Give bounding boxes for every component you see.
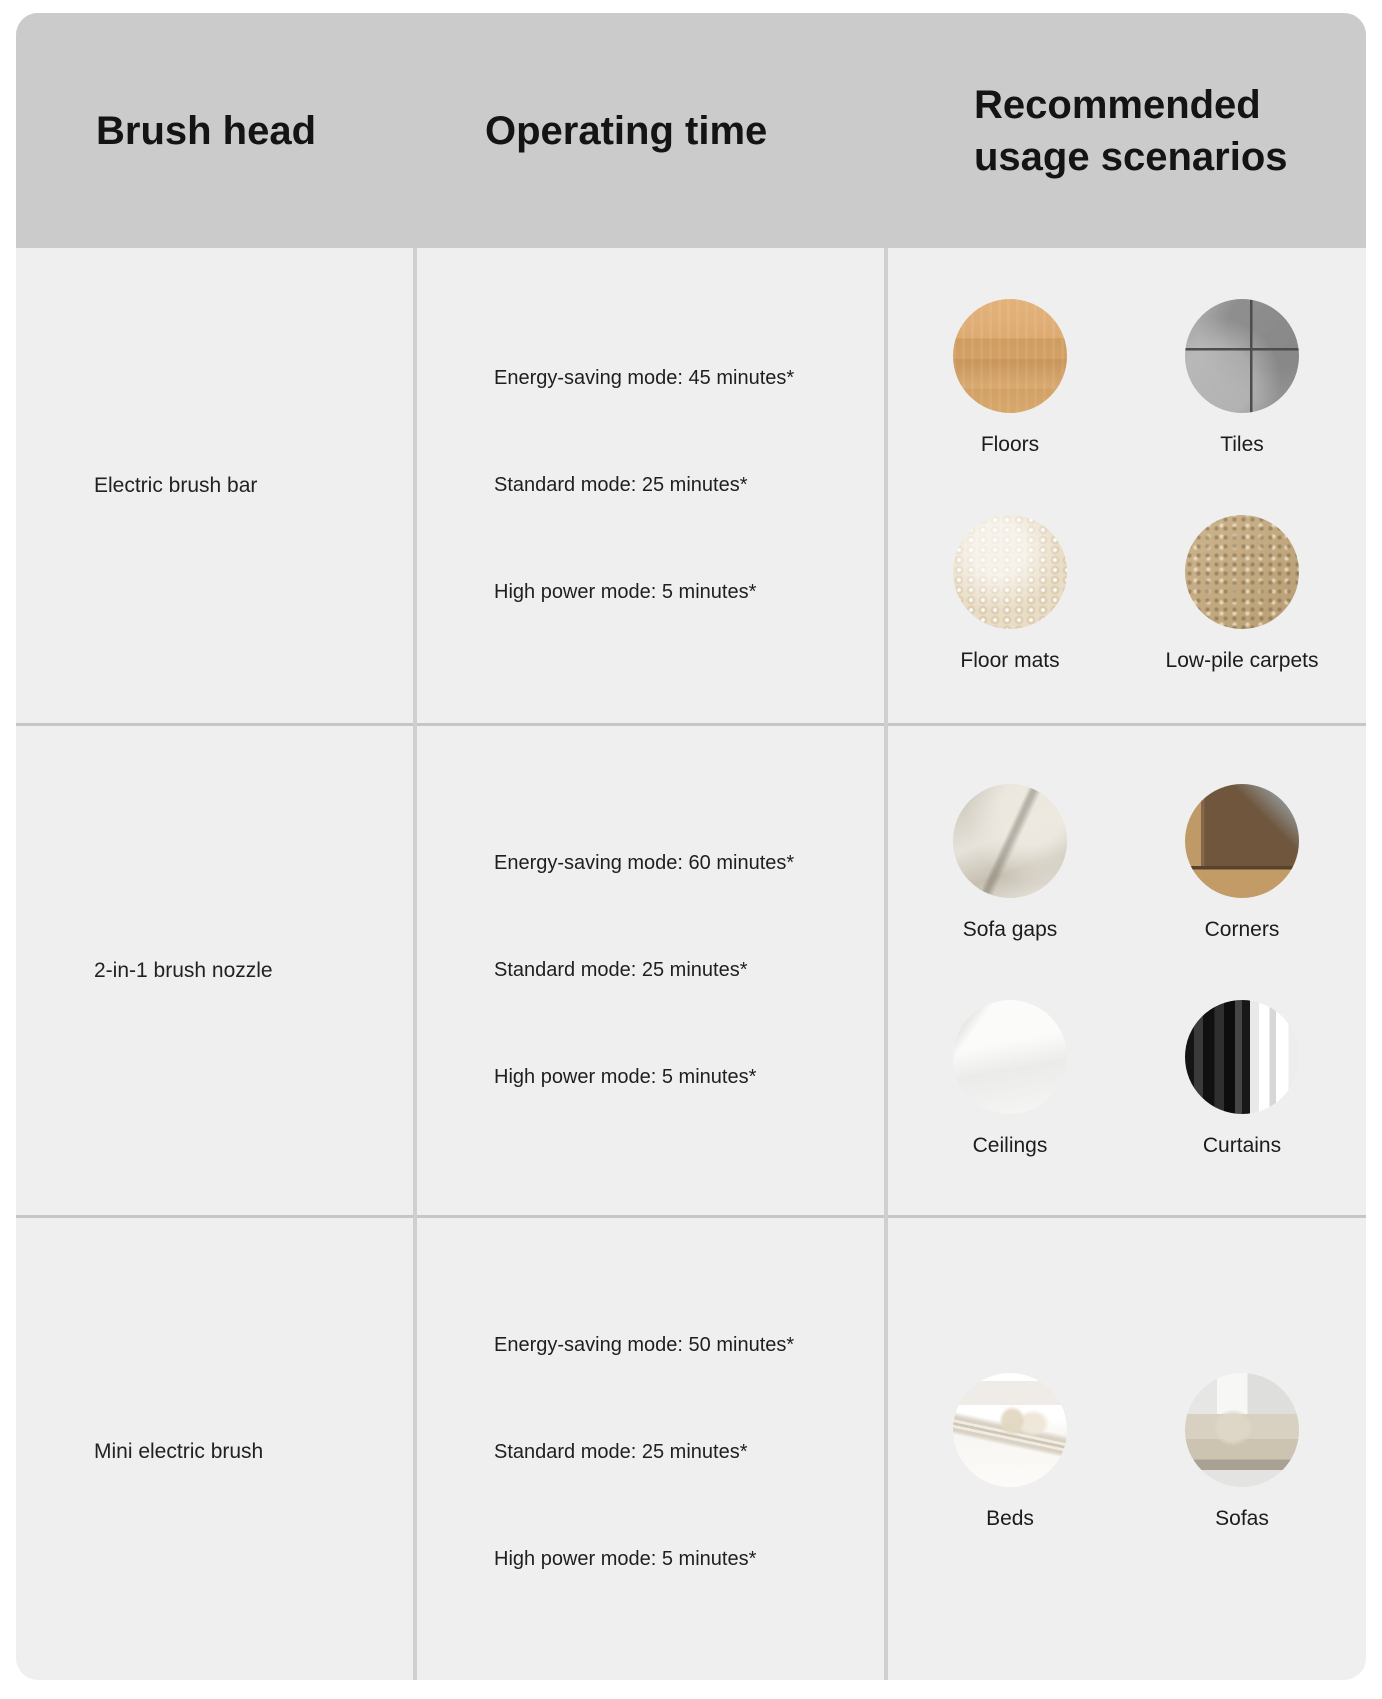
header-recommended-usage-scenarios: Recommended usage scenarios <box>974 82 1288 179</box>
scenario-label: Corners <box>1204 917 1280 941</box>
scenario-label: Floors <box>980 432 1040 456</box>
tile-photo <box>1185 299 1299 413</box>
brush-head-label: Mini electric brush <box>94 1440 264 1463</box>
bed-photo <box>953 1373 1067 1487</box>
ceiling-photo <box>953 1000 1067 1114</box>
operating-time-line: Energy-saving mode: 50 minutes* <box>494 1333 795 1356</box>
operating-time-line: Standard mode: 25 minutes* <box>494 959 748 981</box>
brush-head-cell <box>16 1218 415 1680</box>
operating-time-cell <box>415 726 886 1215</box>
operating-time-cell <box>415 248 886 723</box>
scenario-item <box>953 784 1067 942</box>
scenario-label: Curtains <box>1202 1133 1282 1157</box>
scenario-item <box>953 299 1067 457</box>
scenario-label: Tiles <box>1220 432 1264 456</box>
wood-floor-photo <box>953 299 1067 413</box>
header-operating-time: Operating time <box>485 108 768 153</box>
sofa-photo <box>1185 1373 1299 1487</box>
scenario-label: Floor mats <box>960 648 1060 672</box>
scenario-grid <box>894 784 1358 1158</box>
scenario-label: Beds <box>986 1507 1034 1530</box>
operating-time-line: Standard mode: 25 minutes* <box>494 474 748 496</box>
scenario-label: Ceilings <box>972 1133 1048 1157</box>
table-row-2-in-1-brush-nozzle <box>16 723 1366 1215</box>
scenario-item <box>1185 784 1299 942</box>
usage-scenarios-cell <box>886 726 1366 1215</box>
low-pile-carpet-photo <box>1185 515 1299 629</box>
scenario-grid <box>894 1373 1358 1531</box>
column-divider <box>884 248 888 1680</box>
scenario-item <box>953 515 1067 673</box>
scenario-item <box>1185 299 1299 457</box>
header-brush-head: Brush head <box>96 108 317 153</box>
scenario-item <box>1185 1373 1299 1531</box>
table-row-mini-electric-brush <box>16 1215 1366 1680</box>
operating-time-line: Energy-saving mode: 60 minutes* <box>494 852 795 874</box>
scenario-item <box>1185 1000 1299 1158</box>
scenario-label: Sofa gaps <box>962 917 1058 941</box>
scenario-item <box>953 1373 1067 1531</box>
column-divider <box>413 248 417 1680</box>
operating-time-line: High power mode: 5 minutes* <box>494 581 757 603</box>
usage-scenarios-cell <box>886 1218 1366 1680</box>
scenario-grid <box>894 299 1358 673</box>
brush-head-label: 2-in-1 brush nozzle <box>94 958 273 982</box>
sofa-gap-photo <box>953 784 1067 898</box>
brush-head-cell <box>16 248 415 723</box>
scenario-item <box>1166 515 1319 673</box>
scenario-label: Sofas <box>1215 1507 1269 1530</box>
scenario-item <box>953 1000 1067 1158</box>
brush-head-cell <box>16 726 415 1215</box>
table-header <box>16 13 1366 248</box>
table-row-electric-brush-bar <box>16 248 1366 723</box>
operating-time-line: Standard mode: 25 minutes* <box>494 1440 748 1463</box>
brush-head-label: Electric brush bar <box>94 473 258 497</box>
curtain-photo <box>1185 1000 1299 1114</box>
operating-time-line: High power mode: 5 minutes* <box>494 1066 757 1088</box>
operating-time-line: High power mode: 5 minutes* <box>494 1547 757 1570</box>
scenario-label: Low-pile carpets <box>1165 648 1319 672</box>
brush-head-comparison-table <box>16 13 1366 1680</box>
corner-photo <box>1185 784 1299 898</box>
floor-mat-photo <box>953 515 1067 629</box>
operating-time-line: Energy-saving mode: 45 minutes* <box>494 367 795 389</box>
operating-time-cell <box>415 1218 886 1680</box>
usage-scenarios-cell <box>886 248 1366 723</box>
